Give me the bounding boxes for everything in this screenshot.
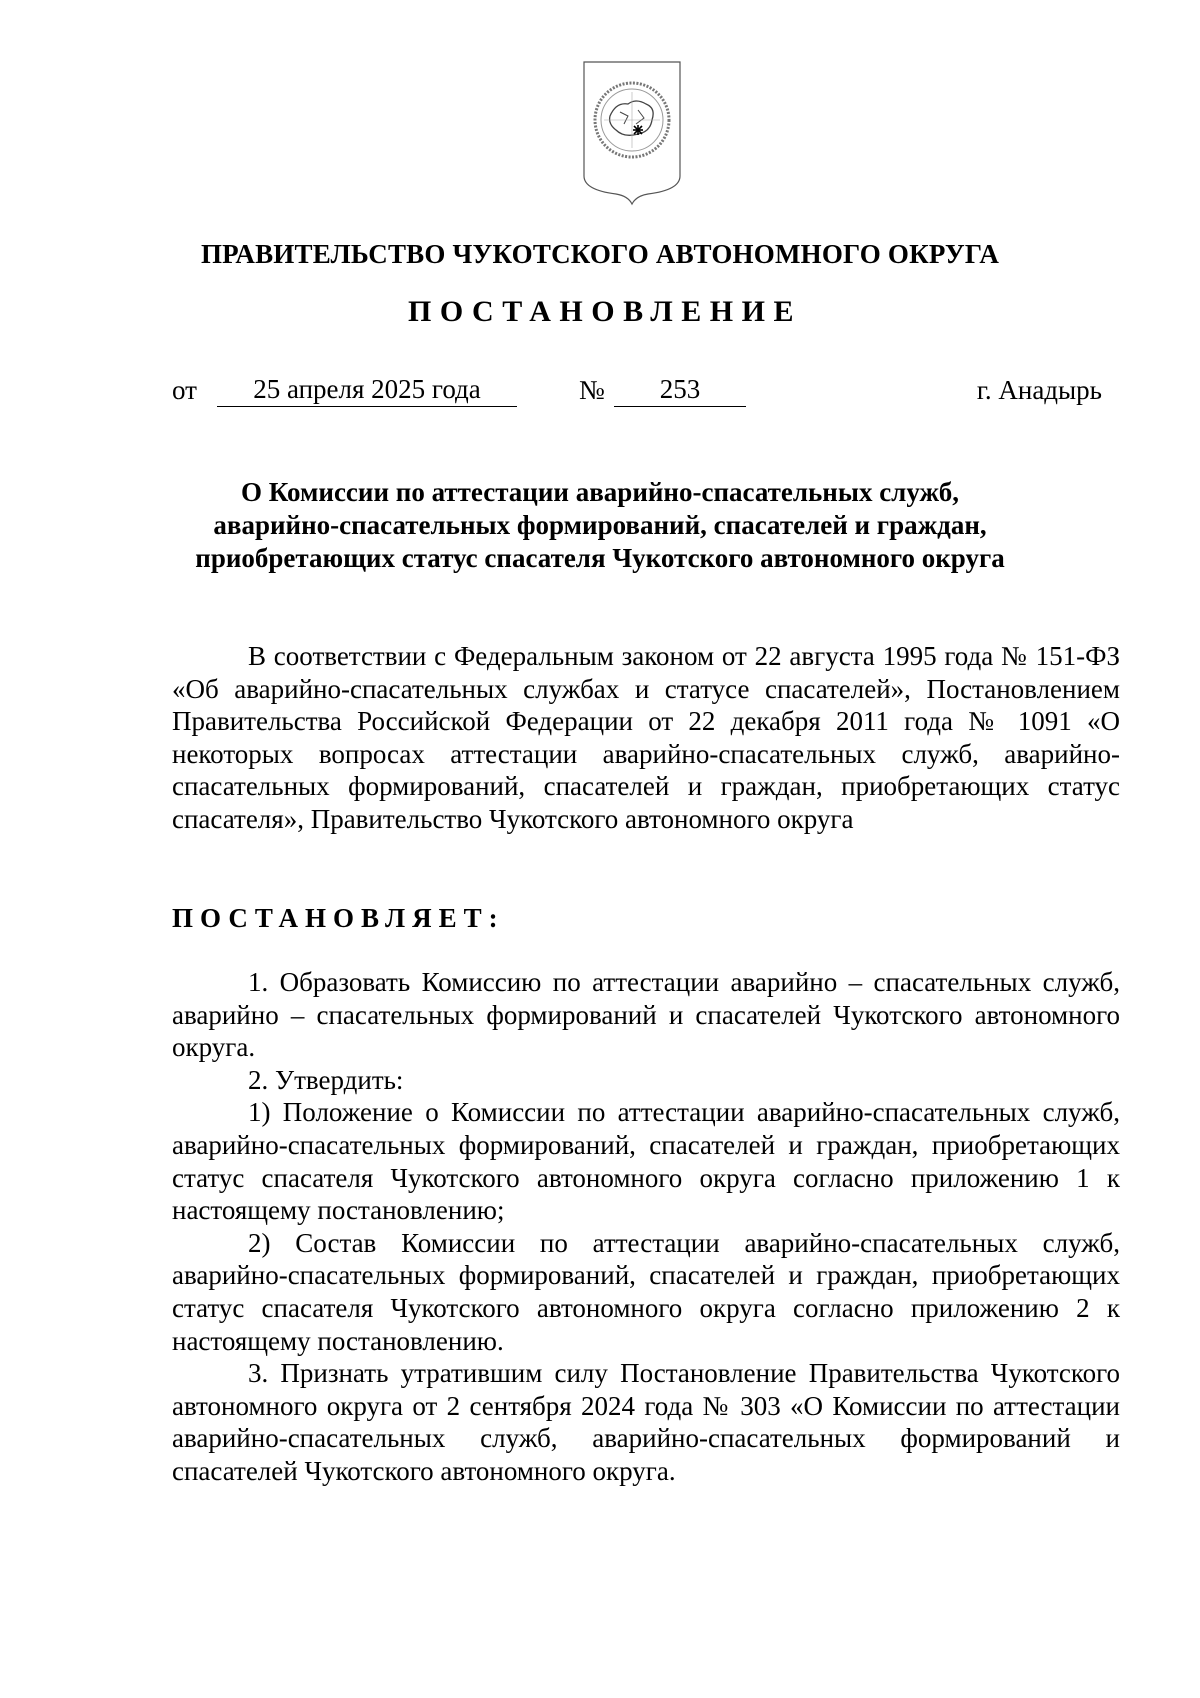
resolution-items	[172, 966, 1120, 1488]
resolution-item: 2. Утвердить:	[248, 1064, 404, 1095]
document-number: 253	[614, 372, 746, 407]
resolution-item: 1. Образовать Комиссию по аттестации аварийно – спасательных служб, аварийно – спасательных формирований и спасателей Чукотского автономного округа.	[172, 967, 1120, 1063]
government-title: ПРАВИТЕЛЬСТВО ЧУКОТСКОГО АВТОНОМНОГО ОКРУГА	[200, 239, 1000, 269]
subject-line: О Комиссии по аттестации аварийно-спасательных служб,	[241, 477, 959, 507]
document-type-title: ПОСТАНОВЛЕНИЕ	[408, 295, 802, 328]
date-prefix: от	[172, 375, 197, 405]
coat-of-arms-icon	[580, 58, 684, 208]
resolution-item: 2) Состав Комиссии по аттестации аварийно-спасательных служб, аварийно-спасательных формирований, спасателей и граждан, приобретающих статус спасателя Чукотского автономного округа согласно приложению 2 к настоящему постановлению.	[172, 1227, 1120, 1356]
preamble-text: В соответствии с Федеральным законом от 22 августа 1995 года № 151-ФЗ «Об аварийно-спасательных службах и статусе спасателей», Постановлением Правительства Российской Федерации от 22 декабря 2011 года № 1091 «О некоторых вопросах аттестации аварийно-спасательных служб, аварийно-спасательных формирований, спасателей и граждан, приобретающих статус спасателя», Правительство Чукотского автономного округа	[172, 641, 1120, 834]
preamble	[172, 640, 1120, 836]
document-subject	[120, 476, 1080, 575]
resolution-item: 1) Положение о Комиссии по аттестации аварийно-спасательных служб, аварийно-спасательных формирований, спасателей и граждан, приобретающих статус спасателя Чукотского автономного округа согласно приложению 1 к настоящему постановлению;	[172, 1097, 1120, 1226]
subject-line: аварийно-спасательных формирований, спасателей и граждан,	[213, 510, 987, 540]
document-place: г. Анадырь	[976, 375, 1102, 405]
document-date: 25 апреля 2025 года	[217, 372, 517, 407]
subject-line: приобретающих статус спасателя Чукотского автономного округа	[195, 543, 1005, 573]
number-prefix: №	[579, 375, 605, 405]
document-meta-line	[172, 372, 1102, 408]
resolves-heading: ПОСТАНОВЛЯЕТ:	[172, 903, 505, 933]
resolution-item: 3. Признать утратившим силу Постановление Правительства Чукотского автономного округа от 2 сентября 2024 года № 303 «О Комиссии по аттестации аварийно-спасательных служб, аварийно-спасательных формирований и спасателей Чукотского автономного округа.	[172, 1358, 1120, 1486]
